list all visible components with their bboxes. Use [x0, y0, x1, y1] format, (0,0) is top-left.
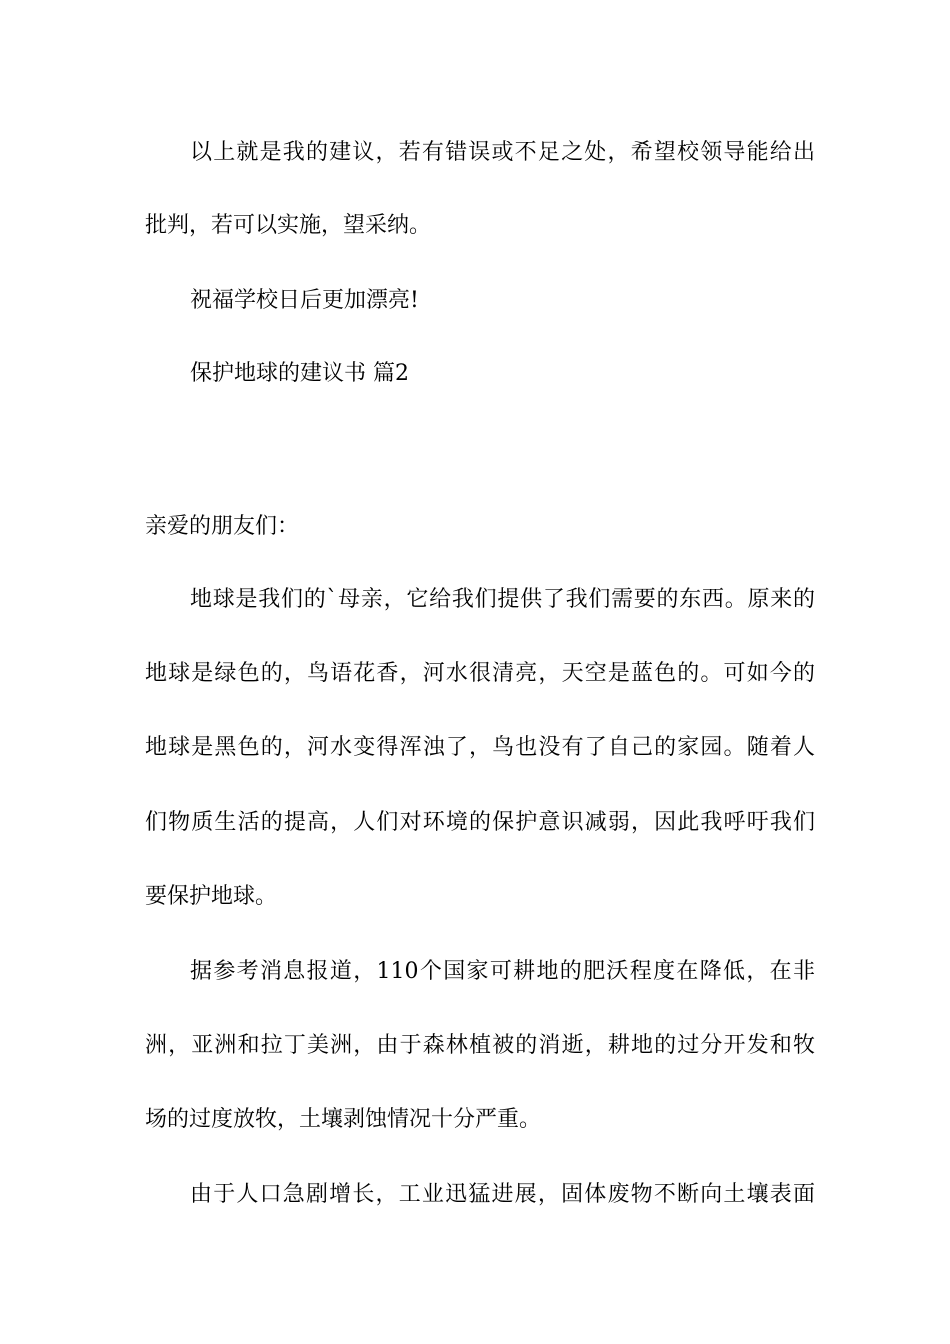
- salutation: 亲爱的朋友们：: [145, 514, 300, 539]
- paragraph-line: 批判，若可以实施，望采纳。: [145, 213, 432, 238]
- paragraph-line: 地球是黑色的，河水变得浑浊了，鸟也没有了自己的家园。随着人: [145, 735, 815, 760]
- paragraph-line: 要保护地球。: [145, 884, 278, 909]
- section-heading: 保护地球的建议书 篇2: [190, 361, 409, 386]
- paragraph-line: 场的过度放牧，土壤剥蚀情况十分严重。: [145, 1107, 542, 1132]
- paragraph-line: 以上就是我的建议，若有错误或不足之处，希望校领导能给出: [190, 140, 815, 165]
- paragraph-line: 据参考消息报道，110个国家可耕地的肥沃程度在降低，在非: [190, 959, 815, 984]
- paragraph-line: 由于人口急剧增长，工业迅猛进展，固体废物不断向土壤表面: [190, 1182, 815, 1207]
- paragraph-line: 地球是绿色的，鸟语花香，河水很清亮，天空是蓝色的。可如今的: [145, 661, 815, 686]
- paragraph-line: 地球是我们的`母亲，它给我们提供了我们需要的东西。原来的: [190, 587, 815, 612]
- paragraph-line: 们物质生活的提高，人们对环境的保护意识减弱，因此我呼吁我们: [145, 810, 815, 835]
- paragraph-line: 洲，亚洲和拉丁美洲，由于森林植被的消逝，耕地的过分开发和牧: [145, 1033, 815, 1058]
- closing-line: 祝福学校日后更加漂亮!: [190, 288, 419, 313]
